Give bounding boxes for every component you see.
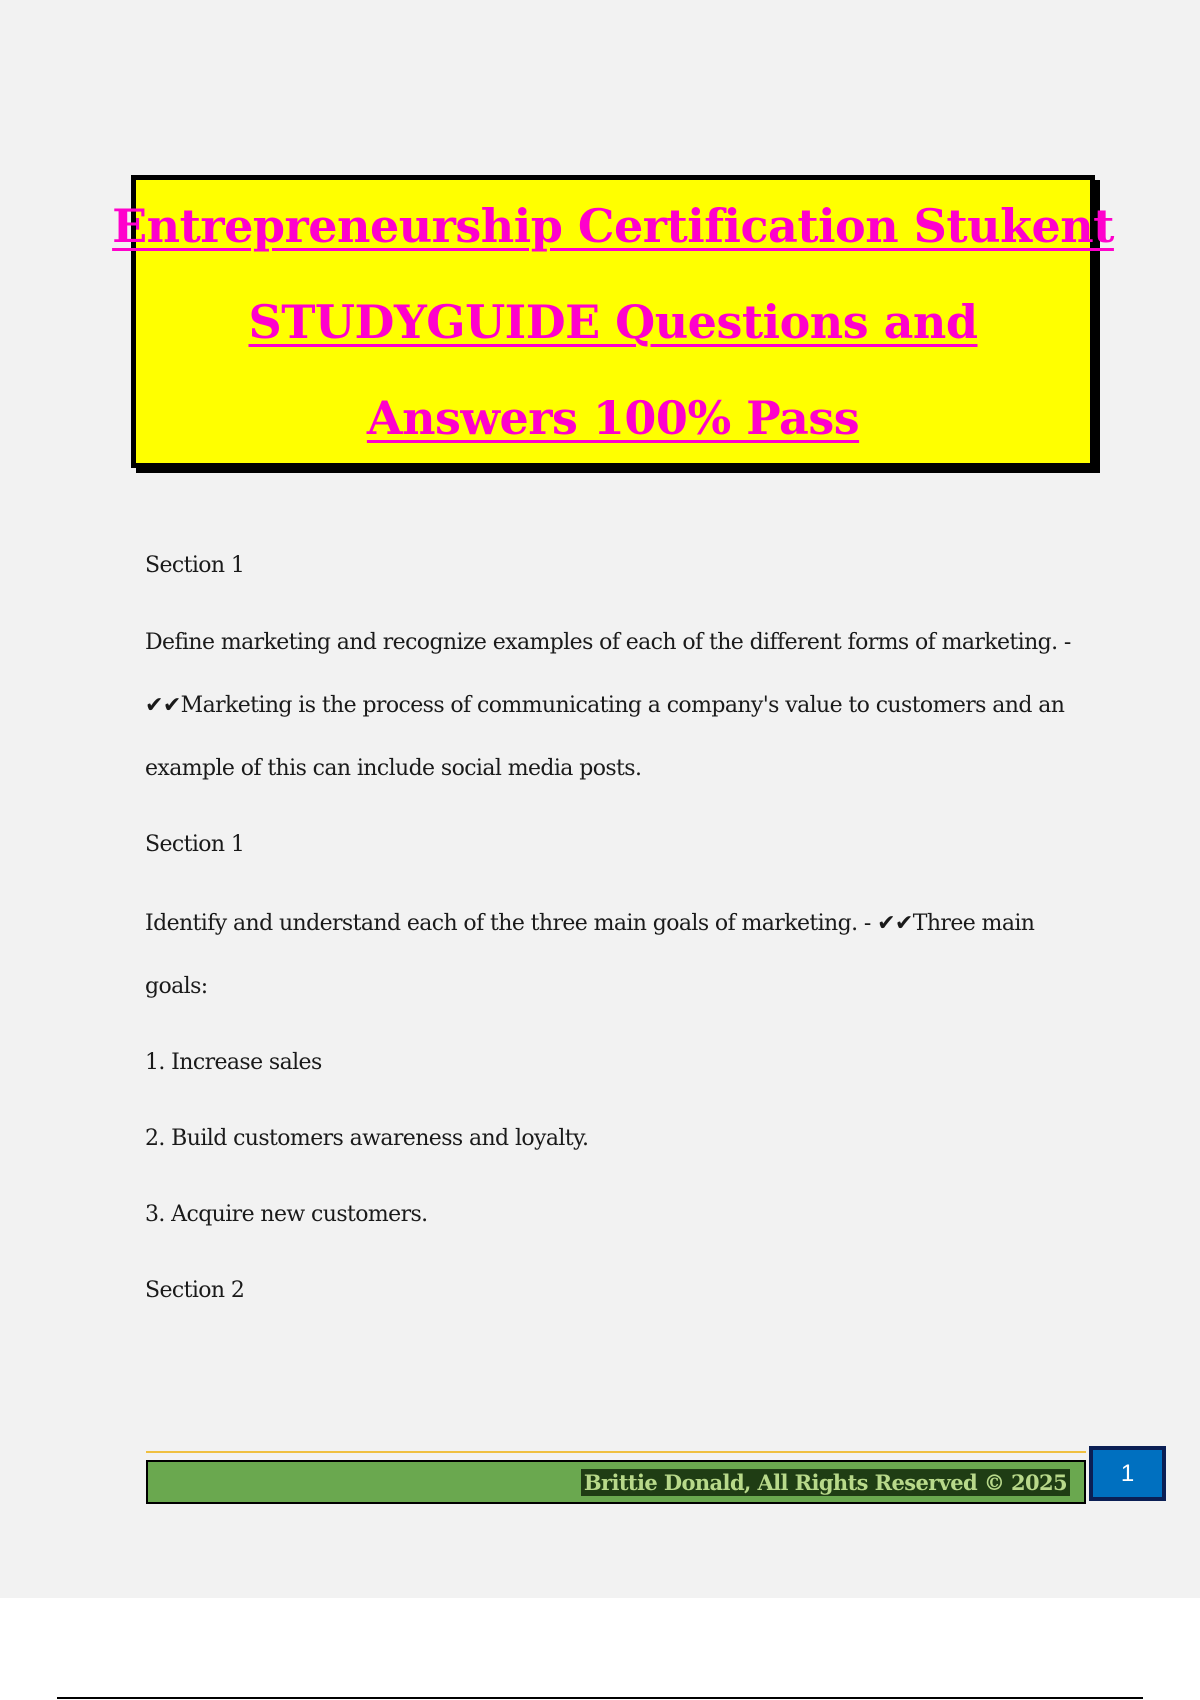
question-text: Identify and understand each of the three main goals of marketing. - ✔✔Three main (145, 911, 1035, 936)
page-bottom-divider (57, 1697, 1143, 1699)
title-banner (112, 175, 1114, 468)
question-text: Define marketing and recognize examples of each of the different forms of marketing. - (145, 630, 1071, 655)
list-item: 2. Build customers awareness and loyalty. (145, 1126, 589, 1151)
title-line-1: Entrepreneurship Certification Stukent (112, 198, 1114, 253)
title-line-3: Answers 100% Pass (366, 390, 860, 445)
answer-text-continued: example of this can include social media posts. (145, 756, 642, 781)
list-item: 1. Increase sales (145, 1050, 322, 1075)
answer-text: ✔✔Marketing is the process of communicating a company's value to customers and an (145, 693, 1065, 718)
footer-bar (146, 1460, 1086, 1504)
page-number: 1 (1120, 1459, 1135, 1487)
footer-divider (146, 1451, 1086, 1453)
list-item: 3. Acquire new customers. (145, 1202, 428, 1227)
section-heading: Section 1 (145, 832, 245, 857)
page-number-badge (1089, 1446, 1166, 1501)
section-heading: Section 2 (145, 1278, 245, 1303)
answer-text-continued: goals: (145, 974, 208, 999)
title-line-2: STUDYGUIDE Questions and (248, 294, 978, 349)
section-heading: Section 1 (145, 553, 245, 578)
copyright-text: Brittie Donald, All Rights Reserved © 2025 (581, 1469, 1070, 1496)
